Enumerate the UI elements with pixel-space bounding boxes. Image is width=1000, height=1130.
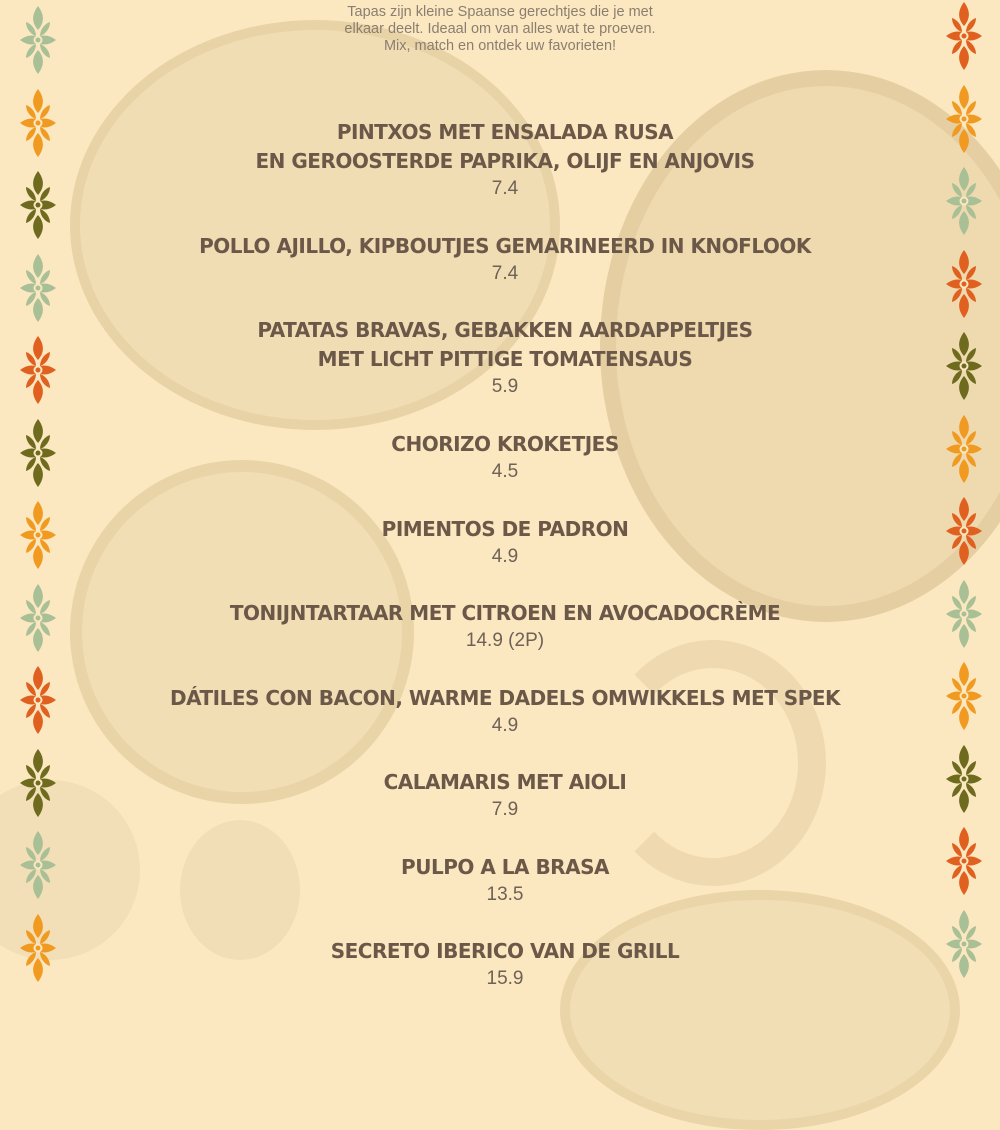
tile-flower-icon [944, 660, 984, 732]
tile-flower-icon [18, 664, 58, 736]
tile-flower-icon [944, 83, 984, 155]
menu-item-name: PULPO A LA BRASA [401, 855, 609, 879]
tile-flower-icon [18, 747, 58, 819]
intro-line: Mix, match en ontdek uw favorieten! [383, 38, 617, 54]
menu-item-name: TONIJNTARTAAR MET CITROEN EN AVOCADOCRÈME [229, 601, 781, 625]
menu-item [120, 316, 890, 400]
menu-item [120, 768, 890, 823]
menu-item-price: 4.5 [491, 461, 519, 482]
menu-item [120, 937, 890, 992]
tile-flower-icon [18, 829, 58, 901]
tile-flower-icon [18, 4, 58, 76]
menu-item-name: POLLO AJILLO, KIPBOUTJES GEMARINEERD IN KNOFLOOK [199, 234, 811, 258]
tile-flower-icon [944, 330, 984, 402]
tile-flower-icon [18, 417, 58, 489]
menu-item [120, 118, 890, 202]
menu-item [120, 599, 890, 654]
menu-item [120, 684, 890, 739]
tile-flower-icon [944, 0, 984, 72]
menu-item [120, 515, 890, 570]
tile-flower-icon [944, 743, 984, 815]
menu-item-name: EN GEROOSTERDE PAPRIKA, OLIJF EN ANJOVIS [255, 149, 755, 173]
menu-item-price: 15.9 [486, 968, 524, 989]
tile-flower-icon [18, 582, 58, 654]
tile-flower-icon [944, 165, 984, 237]
menu-item [120, 430, 890, 485]
menu-intro-text [250, 4, 750, 55]
tile-flower-icon [944, 495, 984, 567]
menu-item-name: CALAMARIS MET AIOLI [383, 770, 627, 794]
bottom-dish-image [560, 890, 960, 1130]
tile-flower-icon [18, 334, 58, 406]
menu-item-price: 13.5 [486, 884, 524, 905]
tile-flower-icon [944, 908, 984, 980]
menu-item [120, 232, 890, 287]
tile-flower-icon [18, 169, 58, 241]
menu-item-price: 5.9 [491, 376, 519, 397]
tile-flower-icon [944, 825, 984, 897]
menu-item-name: PIMENTOS DE PADRON [381, 517, 629, 541]
menu-item-price: 14.9 (2P) [465, 630, 545, 651]
intro-line: elkaar deelt. Ideaal om van alles wat te proeven. [344, 21, 656, 37]
tile-flower-icon [18, 499, 58, 571]
menu-item-name: CHORIZO KROKETJES [391, 432, 619, 456]
menu-item-price: 7.4 [491, 178, 519, 199]
octopus-tentacle-image [600, 640, 826, 886]
menu-item-price: 4.9 [491, 546, 519, 567]
left-ornament-border [18, 0, 58, 1000]
tile-flower-icon [18, 252, 58, 324]
menu-item-name: SECRETO IBERICO VAN DE GRILL [330, 939, 680, 963]
menu-item-name: MET LICHT PITTIGE TOMATENSAUS [317, 347, 693, 371]
menu-item [120, 853, 890, 908]
menu-item-price: 7.9 [491, 799, 519, 820]
tile-flower-icon [18, 87, 58, 159]
menu-item-name: PINTXOS MET ENSALADA RUSA [336, 120, 674, 144]
menu-item-name: DÁTILES CON BACON, WARME DADELS OMWIKKELS MET SPEK [169, 686, 841, 710]
menu-item-name: PATATAS BRAVAS, GEBAKKEN AARDAPPELTJES [257, 318, 753, 342]
menu-item-price: 4.9 [491, 715, 519, 736]
tile-flower-icon [944, 413, 984, 485]
tile-flower-icon [944, 578, 984, 650]
menu-item-price: 7.4 [491, 263, 519, 284]
tile-flower-icon [18, 912, 58, 984]
intro-line: Tapas zijn kleine Spaanse gerechtjes die je met [347, 4, 653, 20]
right-ornament-border [944, 0, 984, 1000]
tile-flower-icon [944, 248, 984, 320]
